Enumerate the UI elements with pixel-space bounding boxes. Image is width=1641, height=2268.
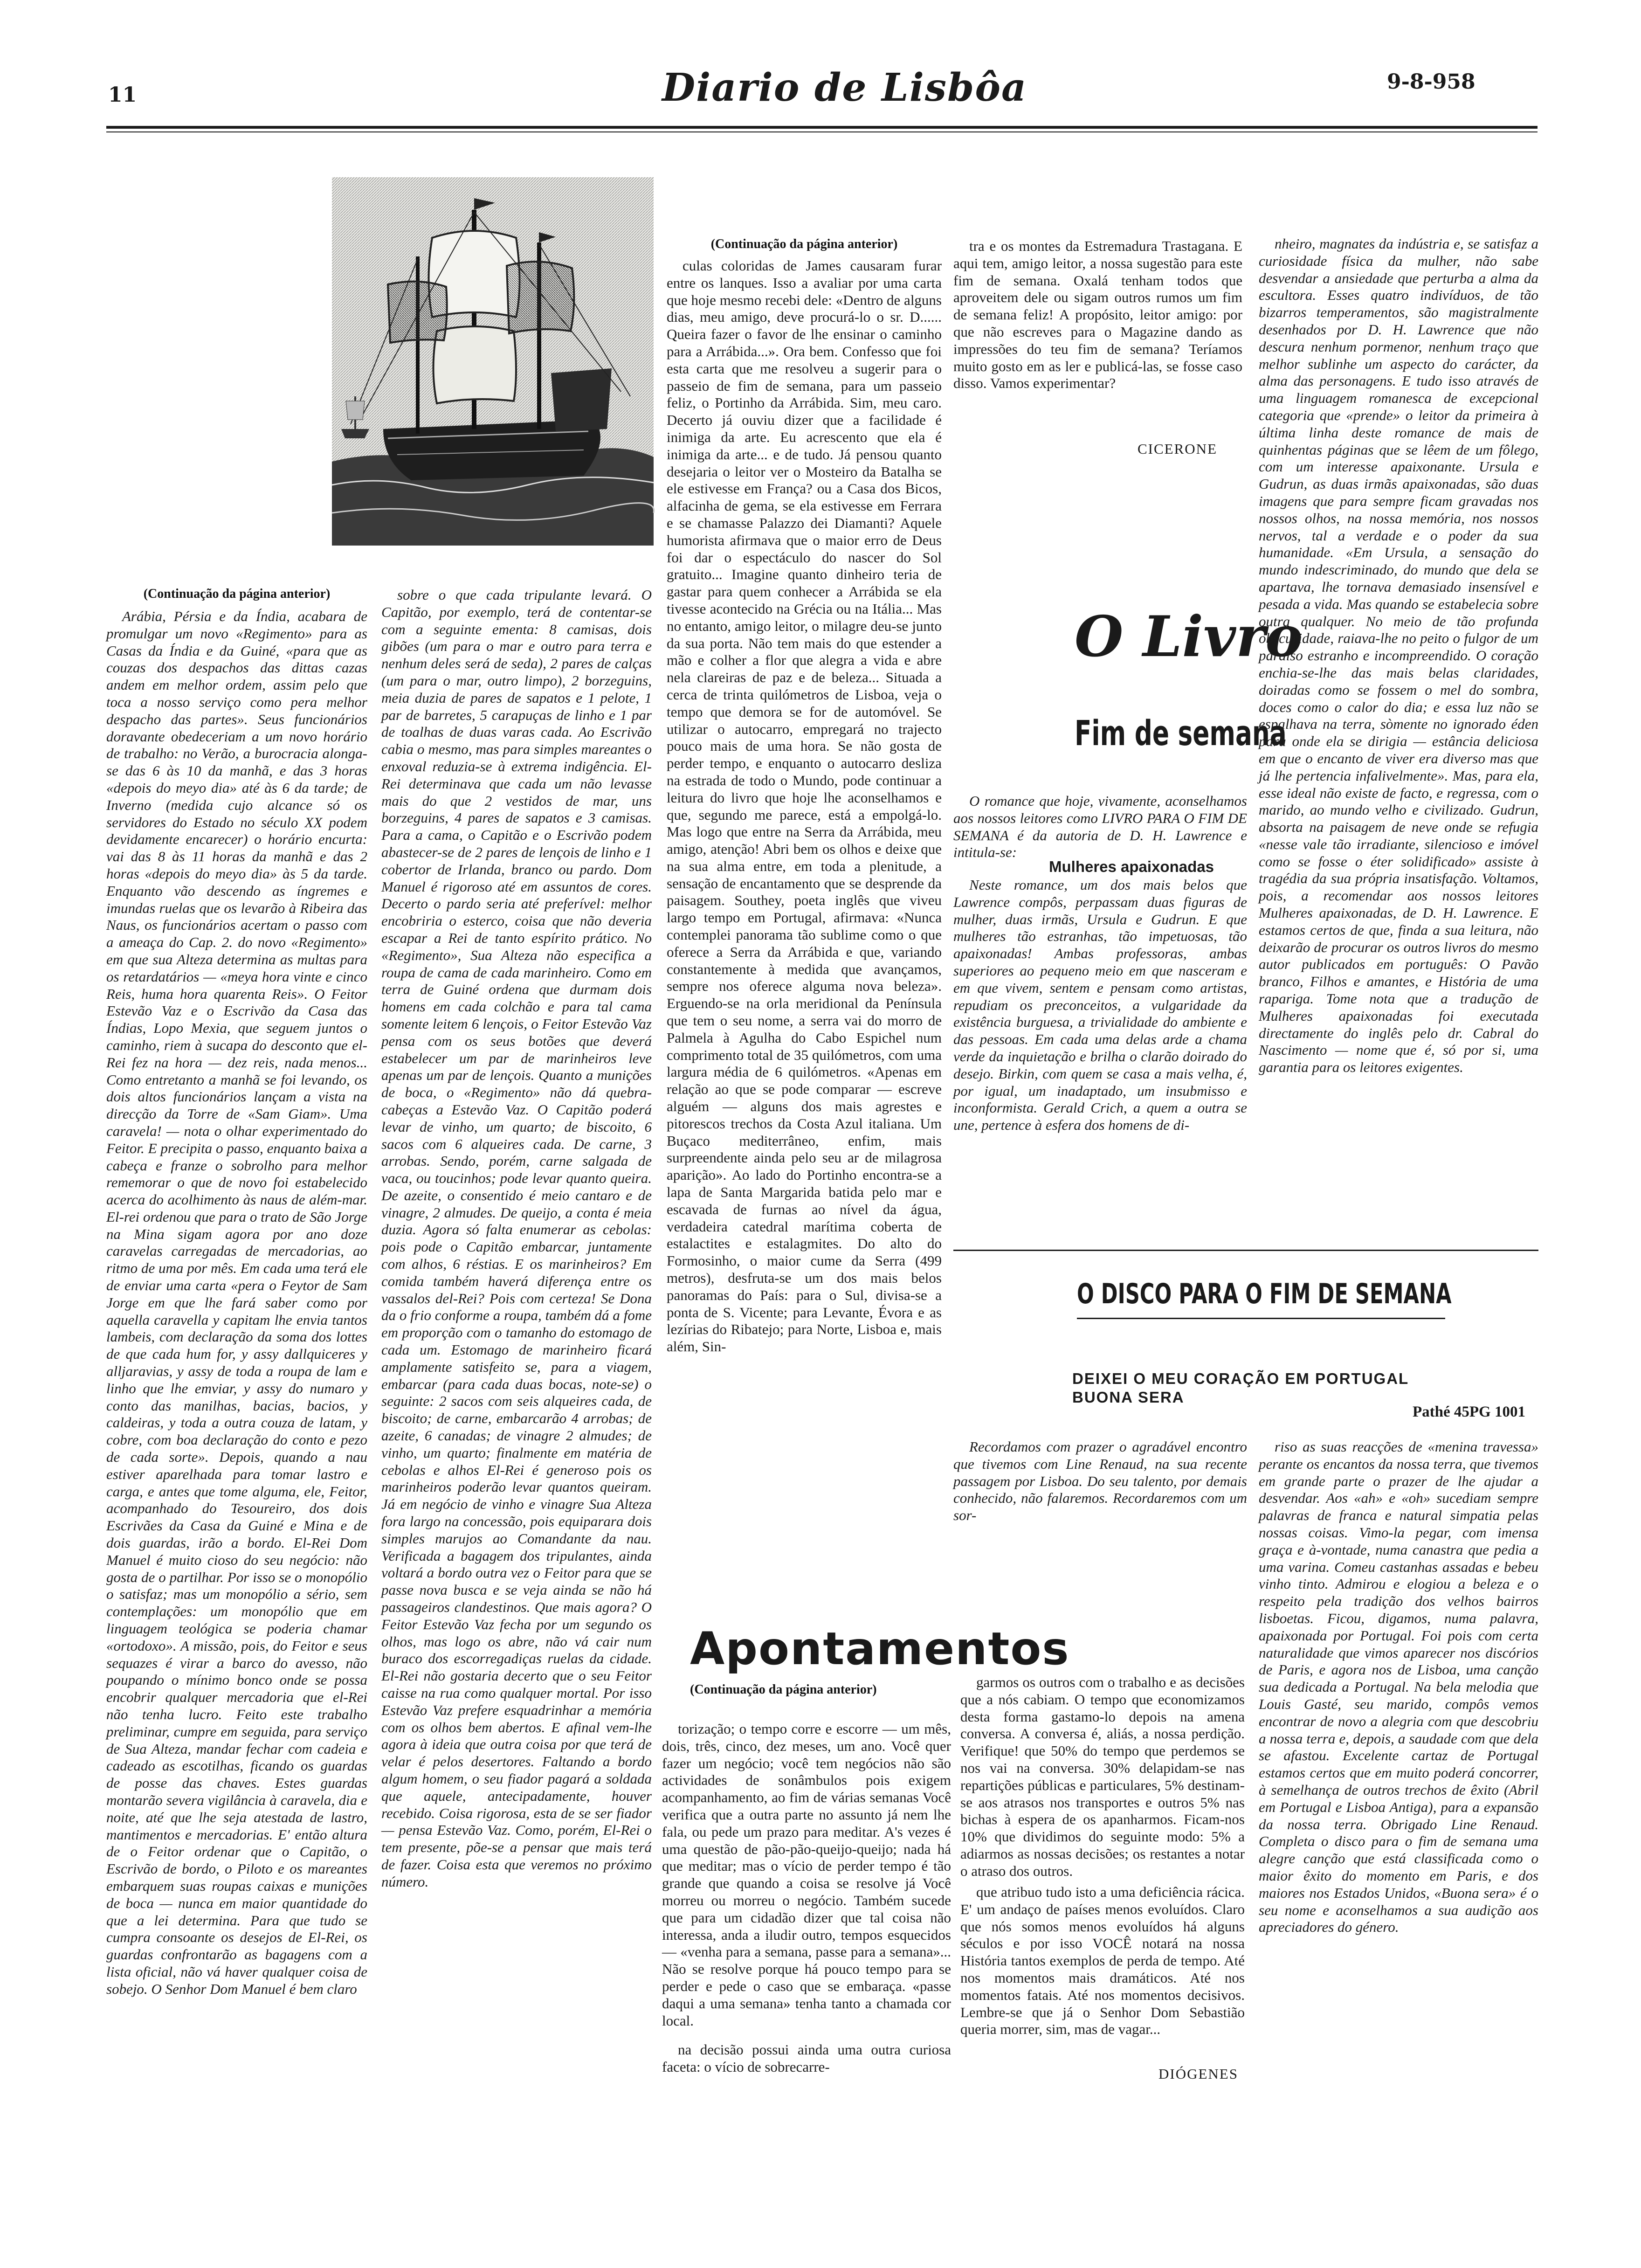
book-col6-text: nheiro, magnates da indústria e, se satisfaz a curiosidade física da mulher, não sabe desvendar a ansiedade que perturba a alma da escultora. Esses quatro indivíduos, de tão bizarros temperamentos, são magistralmente desenhados por D. H. Lawrence que não descura nenhum pormenor, nenhum traço que melhor sublinhe um aspecto do carácter, da alma das personagens. E tudo isso através de uma linguagem romanesca de excepcional categoria que «prende» o leitor da primeira à última linha deste romance de mais de quinhentas páginas que se lêem de um fôlego, com um interesse apaixonante. Ursula e Gudrun, as duas irmãs apaixonadas, são duas imagens que para sempre ficam gravadas nos nossos olhos, na nossa memória, nos nossos nervos, tal a verdade e o poder da sua humanidade. «Em Ursula, a sensação do mundo indescriminado, do mundo que dela se apartava, lhe tornava demasiado insensível e pesada a vida. Mas quando se estabelecia sobre outra qualquer. No meio de tão profunda obscuridade, raiava-lhe no peito o fulgor de um paraíso estranho e incompreendido. O coração enchia-se-lhe das mais belas claridades, doiradas como se fossem o mel do sombra, doces como o calor do dia; e essa luz não se espalhava na terra, sòmente no ignorado éden para onde ela se dirigia — estância deliciosa em que o encanto de viver era diverso mas que já lhe pertencia infalivelmente». Mas, para ela, esse ideal não existe de facto, e regressa, com o marido, ao mundo velho e civilizado. Gudrun, absorta na paisagem de neve onde se refugia «nesse vale tão irradiante, silencioso e imóvel como se fosse o éter solidificado» assiste à tragédia da sua própria insatisfação. Voltamos, pois, a recomendar aos nossos leitores Mulheres apaixonadas, de D. H. Lawrence. E estamos certos de que, finda a sua leitura, não deixarão de procurar os outros livros do mesmo autor publicados em português: O Pavão branco, Filhos e amantes, e História de uma rapariga. Tome nota que a tradução de Mulheres apaixonadas foi executada directamente do inglês pelo dr. Cabral do Nascimento — nome que é, só por si, uma garantia para os leitores exigentes. <box>1259 235 1538 1076</box>
book-body <box>953 877 1247 1203</box>
apontamentos-col-a <box>662 1721 951 2029</box>
apontamentos-col-b-text: garmos os outros com o trabalho e as decisões que a nós cabiam. O tempo que economizamos desta forma gastamo-lo depois na amena conversa. A conversa é, aliás, a nossa perdição. Verifique! que 50% do tempo que perdemos se nos vai na conversa. 30% delapidam-se nas repartições públicas e particulares, 5% destinam-se aos atrasos nos transportes e outros 5% nas bichas à espera de os apanharmos. Ficam-nos 10% que dividimos do seguinte modo: 5% a adiarmos as nossas decisões; os restantes a notar o atraso dos outros. <box>960 1674 1245 1879</box>
masthead: Diario de Lisbôa <box>662 65 1027 110</box>
header-rule-bottom <box>106 131 1538 132</box>
middle-article-col4 <box>953 238 1242 424</box>
header-rule-top <box>106 126 1538 129</box>
disc-col6-text: riso as suas reacções de «menina travessa» perante os encantos da nossa terra, que tivemos em grande parte o prazer de lhe ajudar a desvendar. Aos «ah» e «oh» sucediam sempre palavras de franca e natural simpatia pelas nossas coisas. Vimo-la pegar, com imensa graça e à-vontade, numa canastra que pedia a uma varina. Comeu castanhas assadas e bebeu vinho tinto. Admirou e elogiou a beleza e o respeito pela tradição dos velhos bairros lisboetas. Ficou, digamos, numa palavra, apaixonada por Portugal. Foi pois com certa naturalidade que vimos aparecer nos discórios de Paris, e agora nos de Lisboa, uma canção sua dedicada a Portugal. Na bela melodia que Louis Gasté, seu marido, compôs vemos encontrar de novo a alegria com que descobriu a nossa terra e, depois, a saudade com que dela se afastou. Excelente cartaz de Portugal estamos certos que em muito poderá concorrer, à semelhança de outros trechos de êxito (Abril em Portugal e Lisboa Antiga), para a expansão da nossa terra. Obrigado Line Renaud. Completa o disco para o fim de semana uma alegre canção que está classificada como o maior êxito do momento em Paris, e dos maiores nos Estados Unidos, «Buona sera» é o seu nome e aconselhamos a sua audição aos apreciadores do género. <box>1259 1438 1538 1936</box>
caravel-illustration <box>332 177 654 546</box>
disc-rule-top <box>953 1250 1538 1251</box>
left-article-col1-text: Arábia, Pérsia e da Índia, acabara de promulgar um novo «Regimento» para as Casas da Índia e da Guiné, «para que as couzas dos despachos das dittas cazas andem em melhor ordem, assim pelo que toca a nosso serviço como pera melhor despacho das partes». Seus funcionários doravante obedeceriam a um novo horário de trabalho: no Verão, a burocracia alonga-se das 6 às 10 da manhã, e das 3 horas «depois do meyo dia» até às 6 da tarde; de Inverno (medida cujo alcance só os servidores do Estado no século XX podem devidamente encarecer) o horário encurta: vai das 8 às 11 horas da manhã e das 2 horas «depois do meyo dia» às 5 da tarde. Enquanto vão descendo as íngremes e imundas ruelas que os levarão à Ribeira das Naus, os funcionários acertam o passo com a ameaça do Cap. 2. do novo «Regimento» em que sua Alteza determina as multas para os retardatários — «meya hora vinte e cinco Reis, huma hora quarenta Reis». O Feitor Estevão Vaz e o Escrivão da Casa das Índias, Lopo Mexia, que seguem juntos o caminho, riem à sucapa do desconto que el-Rei fez na hora — dez reis, nada menos... Como entretanto a manhã se foi levando, os dois altos funcionários lançam a vista na direcção da Torre de «Sam Giam». Uma caravela! — nota o olhar experimentado do Feitor. E precipita o passo, enquanto baixa a cabeça e franze o sobrolho para melhor rememorar o que de novo foi estabelecido acerca do acolhimento às naus de além-mar. El-rei ordenou que para o trato de São Jorge na Mina sigam agora por ano doze caravelas carregadas de mercadorias, ao ritmo de uma por mês. Em cada uma terá ele de enviar uma carta «pera o Feytor de Sam Jorge em que lhe fará saber como por aquella caravella y capitam lhe envia tantos lambeis, com declaração da soma dos lottes de que cada hum for, y assy dallquiceres y alljaravias, y assy de toda a roupa de lam e linho que lhe emviar, y assy do numaro y conto das manilhas, bacias, bacios, y caldeiras, y toda a outra couza de latam, y cobre, com boa declaração do conto e pezo de cada sorte». Depois, quando a nau estiver aparelhada para tomar lastro e carga, e antes que tome alguma, ele, Feitor, acompanhado do Tesoureiro, dos dois Escrivães da Casa da Guiné e Mina e de dois guardas, irão a bordo. El-Rei Dom Manuel é muito cioso do seu negócio: não gosta de o partilhar. Por isso se o monopólio o satisfaz; mas um monopólio a sério, sem contemplações: um monopólio que em linguagem teológica se poderia chamar «ortodoxo». A missão, pois, do Feitor e seus sequazes é virar a barco do avesso, não poupando o mínimo bonco onde se possa encobrir qualquer mercadoria que el-Rei não tenha lucro. Feito este trabalho preliminar, cumpre em seguida, para serviço de Sua Alteza, mandar fechar com cadeia e cadeado as escotilhas, ficando os guardas de posse das chaves. Estes guardas montarão severa vigilância à caravela, dia e noite, até que lhe seja atestada de lastro, mantimentos e mercadorias. E' então altura de o Feitor ordenar que o Capitão, o Escrivão de bordo, o Piloto e os mareantes embarquem suas roupas caixas e munições de boca — nunca em maior quantidade do que a lei determina. Para que tudo se cumpra consoante os desejos de El-Rei, os guardas confrontarão as bagagens com a lista oficial, não vá haver qualquer coisa de sobejo. O Senhor Dom Manuel é bem claro <box>106 608 367 1997</box>
book-title: O Livro <box>1075 604 1303 670</box>
disc-col5-text: Recordamos com prazer o agradável encontro que tivemos com Line Renaud, na sua recente passagem por Lisboa. Do seu talento, por demais conhecido, não falaremos. Recordaremos com um sor- <box>953 1438 1247 1524</box>
left-continuation-label: (Continuação da página anterior) <box>143 587 331 601</box>
middle-article-signature: CICERONE <box>1138 441 1217 457</box>
ship-engraving <box>332 177 654 546</box>
disc-label: Pathé 45PG 1001 <box>1413 1404 1525 1420</box>
apontamentos-col-a2-text: na decisão possui ainda uma outra curiosa faceta: o vício de sobrecarre- <box>662 2041 951 2075</box>
disc-col6 <box>1259 1438 1538 2045</box>
middle-continuation-label: (Continuação da página anterior) <box>710 237 898 251</box>
apontamentos-col-b2-text: que atribuo tudo isto a uma deficiência rácica. E' um andaço de países menos evoluídos. Claro que nós somos menos evoluídos há alguns séculos e por isso VOCÊ notará na nossa História tantos exemplos de perda de tempo. Até nos momentos mais dramáticos. Até nos momentos fatais. Até nos momentos decisivos. Lembre-se que já o Senhor Dom Sebastião queria morrer, sim, mas de vagar... <box>960 1884 1245 2038</box>
left-article-col2-text: sobre o que cada tripulante levará. O Capitão, por exemplo, terá de contentar-se com a seguinte ementa: 8 camisas, dois gibões (um para o mar e outro para terra e nenhum deles será de seda), 2 pares de calças (um para o mar, outro limpo), 2 borzeguins, meia duzia de pares de sapatos e 1 pelote, 1 par de barretes, 5 carapuças de linho e 1 par de toalhas de duas varas cada. Ao Escrivão cabia o mesmo, mas para simples mareantes o enxoval reduzia-se à extrema indigência. El-Rei determinava que cada um não levasse mais do que 2 vestidos de mar, uns borzeguins, 4 pares de sapatos e 3 camisas. Para a cama, o Capitão e o Escrivão podem abastecer-se de 2 pares de lençois de linho e 1 cobertor de Irlanda, branco ou pardo. Dom Manuel é rigoroso até em assuntos de cores. Decerto o pardo seria até preferível: melhor encobriria o esterco, coisa que não deveria escapar a Rei de tanto espírito prático. No «Regimento», Sua Alteza não especifica a roupa de cama de cada marinheiro. Como em terra de Guiné ordena que durmam dois homens em cada colchão e para tal cama somente leitem 6 lençois, o Feitor Estevão Vaz pensa com os seus botões que deverá estabelecer um par de marinheiros leve apenas um par de lençois. Quanto a munições de boca, o «Regimento» não dá quebra-cabeças a Estevão Vaz. O Capitão poderá levar de vinho, um quarto; de biscoito, 6 sacos com 6 alqueires cada. De carne, 3 arrobas. Sendo, porém, carne salgada de vaca, ou toucinhos; pode levar quanto queira. De azeite, o consentido é meio cantaro e de vinagre, 2 almudes. De queijo, a conta é meia duzia. Agora só falta enumerar as cebolas: pois pode o Capitão embarcar, juntamente com alhos, 6 réstias. E os marinheiros? Em comida também haverá diferença entre os vassalos del-Rei? Pois com certeza! Se Dona da o frio conforme a roupa, também dá a fome em proporção com o tamanho do estomago de cada um. Estomago de marinheiro ficará amplamente satisfeito se, para a viagem, embarcar (para cada duas bocas, note-se) o seguinte: 2 sacos com seis alqueires cada, de biscoito; de carne, embarcarão 4 arrobas; de azeite, 6 canadas; de vinagre 2 almudes; de vinho, um quarto; finalmente em matéria de cebolas e alhos El-Rei é generoso pois os marinheiros poderão levar quantos queiram. Já em negócio de vinho e vinagre Sua Alteza fora largo na concessão, pois equiparara dois simples marujos ao Comandante da nau. Verificada a bagagem dos tripulantes, ainda voltará a bordo outra vez o Feitor para que se passe nova busca e se veja ainda se não há passageiros clandestinos. Que mais agora? O Feitor Estevão Vaz fecha por um segundo os olhos, mas logo os abre, não vá cair num buraco dos escorregadiças ruelas da cidade. El-Rei não gostaria decerto que o seu Feitor caisse na rua como qualquer mortal. Por isso Estevão Vaz prefere esquadrinhar a memória com os olhos bem abertos. E afinal vem-lhe agora à ideia que outra coisa por que terá de velar é pelos desertores. Faltando a bordo algum homem, o seu fiador pagará a soldada que aquele, antecipadamente, houver recebido. Coisa rigorosa, esta de se ser fiador — pensa Estevão Vaz. Como, porém, El-Rei o tem presente, põe-se a pensar que mais terá de fazer. Coisa esta que veremos no próximo número. <box>381 587 652 1890</box>
middle-article-col3 <box>667 257 942 1959</box>
disc-song-line1: DEIXEI O MEU CORAÇÃO EM PORTUGAL <box>1072 1370 1409 1387</box>
disc-title-underline <box>1077 1318 1445 1319</box>
apontamentos-col-a-text: torização; o tempo corre e escorre — um mês, dois, três, cinco, dez meses, um ano. Você quer fazer um negócio; você tem negócios não são actividades de sonâmbulos pois exigem acompanhamento, ao fim de várias semanas Você verifica que a outra parte no assunto já nem lhe fala, ou pede um prazo para meditar. A's vezes é uma questão de pão-pão-queijo-queijo; nada há que meditar; mas o vício de perder tempo é tão grande que quando a coisa se resolve já Você morreu ou morreu o negócio. Também sucede que para um cidadão dizer que tal coisa não interessa, anda a iludir outro, tempos esquecidos — «venha para a semana, passe para a semana»... Não se resolve porque há pouco tempo para se perder e pede o caso que se embaraça. «passe daqui a uma semana» tenha tanto a chamada cor local. <box>662 1721 951 2029</box>
middle-article-col3-text: culas coloridas de James causaram furar entre os lanques. Isso a avaliar por uma carta que hoje mesmo recebi dele: «Dentro de alguns dias, meu amigo, deve procurá-lo o sr. D...... Queira fazer o favor de lhe ensinar o caminho para a Arrábida...». Ora bem. Confesso que foi esta carta que me resolveu a sugerir para o passeio de fim de semana, para um passeio feliz, o Portinho da Arrábida. Sim, meu caro. Decerto já ouviu dizer que a facilidade é inimiga da arte. Eu acrescento que ela é inimiga da arte... e de tudo. Já pensou quanto desejaria o leitor ver o Mosteiro da Batalha se ele estivesse em França? ou a Casa dos Bicos, alfacinha de gema, se ela estivesse em Ferrara e se chamasse Palazzo dei Diamanti? Aquele humorista afirmava que o maior erro de Deus foi dar o espectáculo do nascer do Sol gratuito... Imagine quanto dinheiro teria de gastar para quem conhecer a Arrábida se ela tivesse acontecido na Grécia ou na Itália... Mas no entanto, amigo leitor, o milagre deu-se junto da sua porta. Não tem mais do que estender a mão e colher a flor que alegra a vida e abre nela clareiras de paz e de beleza... Situada a cerca de trinta quilómetros de Lisboa, veja o tempo que demora se for de automóvel. Se utilizar o autocarro, empregará no trajecto pouco mais de uma hora. Se não gosta de perder tempo, e enquanto o autocarro desliza na estrada de todo o Mundo, pode continuar a leitura do livro que hoje lhe aconselhamos e que, segundo me parece, está a empolgá-lo. Mas logo que entre na Serra da Arrábida, meu amigo, atenção! Abri bem os olhos e deixe que na sua alma entre, em toda a plenitude, a sensação de encantamento que se desprende da paisagem. Southey, poeta inglês que viveu largo tempo em Portugal, afirmava: «Nunca contemplei panorama tão sublime como o que oferece a Serra da Arrábida e que, variando constantemente à medida que avançamos, sempre nos oferece alguma nova beleza». Erguendo-se na orla meridional da Península que tem o seu nome, a serra vai do morro de Palmela à Agulha do Cabo Espichel num comprimento total de 35 quilómetros, com uma largura média de 6 quilómetros. «Apenas em relação ao que se pode comparar — escreve alguém — alguns dos mais agrestes e pitorescos trechos da Costa Azul italiana. Um Buçaco mediterrâneo, enfim, mais surpreendente ainda pelo seu ar de milagrosa aparição». Ao lado do Portinho encontra-se a lapa de Santa Margarida batida pelo mar e escavada de furnas ao nível da água, verdadeira catedral marítima coberta de estalactites e estalagmites. Do alto do Formosinho, o maior cume da Serra (499 metros), desfruta-se um dos mais belos panoramas do País: para o Sul, divisa-se a ponta de S. Vicente; para Levante, Évora e as lezírias do Ribatejo; para Norte, Lisboa e, mais além, Sin- <box>667 257 942 1355</box>
page-number: 11 <box>108 83 137 107</box>
apontamentos-title: Apontamentos <box>690 1623 1070 1675</box>
book-col6 <box>1259 235 1538 1205</box>
apontamentos-signature: DIÓGENES <box>1158 2066 1238 2082</box>
book-name: Mulheres apaixonadas <box>1049 858 1214 875</box>
middle-article-col4-text: tra e os montes da Estremadura Trastagana. E aqui tem, amigo leitor, a nossa sugestão para este fim de semana. Oxalá tenham todos que aproveitem dele ou sigam outros rumos um fim de semana feliz! A propósito, leitor amigo: por que não escreves para o Magazine dando as impressões do teu fim de semana? Teríamos muito gosto em as ler e publicá-las, se fosse caso disso. Vamos experimentar? <box>953 238 1242 392</box>
book-body-text: Neste romance, um dos mais belos que Lawrence compôs, perpassam duas figuras de mulher, duas irmãs, Ursula e Gudrun. E que mulheres tão estranhas, tão impetuosas, tão apaixonadas! Ambas professoras, ambas superiores ao pequeno meio em que nasceram e em que vivem, sentem e pensam como artistas, repudiam os preconceitos, a vulgaridade da existência burguesa, a trivialidade do ambiente e das pessoas. Em cada uma delas arde a chama verde da inquietação e brilha o clarão doirado do desejo. Birkin, com quem se casa a mais velha, é, por igual, um inadaptado, um insubmisso e inconformista. Gerald Crich, a quem a outra se une, pertence à esfera dos homens de di- <box>953 877 1247 1134</box>
book-intro-text: O romance que hoje, vivamente, aconselhamos aos nossos leitores como LIVRO PARA O FIM DE SEMANA é da autoria de D. H. Lawrence e intitula-se: <box>953 793 1247 861</box>
issue-date: 9-8-958 <box>1387 70 1476 94</box>
book-subtitle: Fim de semana <box>1075 713 1287 754</box>
disc-song-line2: BUONA SERA <box>1072 1389 1185 1406</box>
book-intro <box>953 793 1247 863</box>
apontamentos-col-b <box>960 1674 1245 1879</box>
apontamentos-continuation-label: (Continuação da página anterior) <box>690 1682 877 1697</box>
left-article-col2 <box>381 587 652 2109</box>
apontamentos-col-a2 <box>662 2041 951 2097</box>
disc-col5 <box>953 1438 1247 1532</box>
disc-title: O DISCO PARA O FIM DE SEMANA <box>1077 1278 1452 1310</box>
left-article-col1 <box>106 608 367 2109</box>
apontamentos-col-b2 <box>960 1884 1245 2080</box>
